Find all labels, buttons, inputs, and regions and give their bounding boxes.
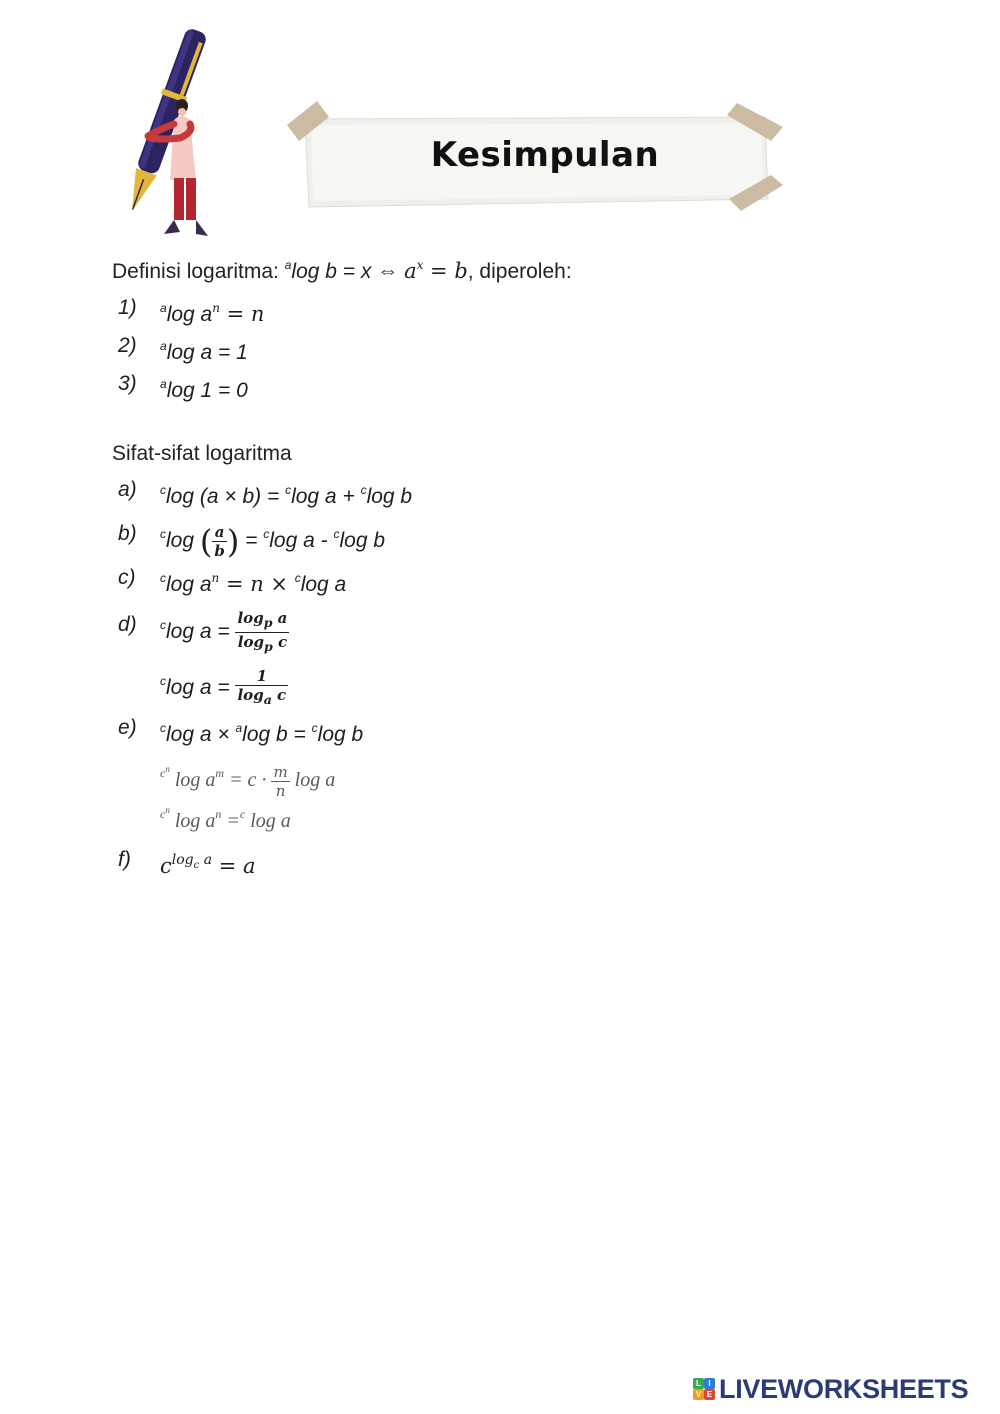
definition-base: a: [284, 258, 292, 272]
fraction: [212, 523, 227, 560]
item-exponent: m: [215, 766, 225, 780]
item-label: d): [118, 613, 137, 636]
item-tail: = n ×: [219, 572, 295, 596]
item-expression: log a: [169, 769, 216, 791]
log-base: c: [333, 527, 340, 541]
log-base: c: [294, 571, 301, 585]
item-expression: log b: [317, 723, 364, 746]
fraction-denominator-tail: c: [271, 686, 287, 705]
item-expression: log a =: [166, 620, 236, 643]
log-base: c: [160, 721, 166, 735]
pen-woman-illustration: [92, 20, 232, 250]
item-expression: log: [166, 529, 200, 552]
item-expression: log a: [169, 810, 216, 832]
item-tail: log a: [289, 769, 336, 791]
basic-item-3: [112, 365, 812, 403]
item-tail: log a: [245, 810, 291, 832]
subscript: p: [263, 614, 273, 630]
power-exponent: log: [171, 852, 194, 868]
basic-item-2: [112, 327, 812, 365]
log-base: a: [160, 377, 167, 391]
item-label: a): [118, 478, 137, 501]
item-label: 2): [118, 334, 137, 357]
log-base: a: [160, 339, 167, 353]
fraction: [235, 609, 289, 656]
property-e: [112, 709, 812, 747]
subscript: p: [263, 638, 273, 654]
property-d-alt: [112, 653, 812, 709]
item-exponent: n: [215, 807, 222, 821]
worksheet-content: [112, 248, 812, 879]
item-label: c): [118, 566, 136, 589]
item-expression: log a +: [291, 485, 361, 508]
fraction-denominator: log: [237, 686, 264, 705]
item-expression: log a: [166, 303, 213, 326]
item-expression: log a ×: [166, 723, 236, 746]
item-expression: log a = 1: [166, 341, 248, 364]
definition-prefix: Definisi logaritma:: [112, 260, 285, 283]
brand-name: LIVEWORKSHEETS: [719, 1373, 969, 1404]
basic-item-1: [112, 289, 812, 327]
property-d: [112, 597, 812, 653]
log-base: c: [160, 527, 166, 541]
property-c: [112, 559, 812, 597]
fraction-numerator: a: [212, 523, 227, 542]
item-mid: = c ·: [224, 769, 272, 791]
log-base: c: [160, 766, 166, 780]
definition-rhs: a: [404, 259, 417, 283]
log-base: c: [160, 618, 166, 632]
liveworksheets-logo: [693, 1373, 968, 1405]
power-base: c: [160, 854, 172, 878]
definition-rhs-tail: = b: [423, 259, 468, 283]
base-exponent: n: [165, 764, 170, 774]
log-base: c: [160, 571, 166, 585]
item-expression: log 1 = 0: [166, 379, 248, 402]
item-expression: log a: [166, 573, 212, 596]
item-expression: log a -: [269, 529, 334, 552]
item-label: 1): [118, 296, 137, 319]
log-base: c: [160, 807, 166, 821]
item-exponent: n: [212, 301, 220, 315]
subscript: a: [263, 692, 272, 708]
log-base: c: [239, 807, 246, 821]
liveworksheets-logo-icon: L I V E: [693, 1378, 715, 1400]
definition-lhs: log b = x ⇔: [291, 260, 405, 283]
item-label: f): [118, 848, 131, 871]
base-exponent: n: [165, 805, 170, 815]
fraction-numerator: 1: [235, 667, 288, 686]
log-base: c: [285, 483, 292, 497]
fraction: [235, 667, 288, 709]
item-tail: = a: [212, 854, 256, 878]
item-label: 3): [118, 372, 137, 395]
fraction-numerator-tail: a: [272, 608, 288, 627]
log-base: c: [360, 483, 367, 497]
fraction-numerator: log: [237, 608, 264, 627]
power-exponent-tail: a: [199, 852, 213, 868]
fraction-denominator: b: [214, 541, 225, 560]
page-title: Kesimpulan: [430, 135, 660, 175]
item-expression: log b: [366, 485, 413, 508]
item-label: e): [118, 716, 137, 739]
title-banner: [285, 95, 790, 220]
log-base: c: [263, 527, 270, 541]
equals: =: [239, 529, 264, 552]
item-label: b): [118, 522, 137, 545]
property-e-2: [112, 747, 812, 800]
fraction-denominator: log: [237, 632, 264, 651]
property-e-3: [112, 791, 812, 832]
item-mid: =: [221, 810, 240, 832]
properties-heading: Sifat-sifat logaritma: [112, 442, 292, 465]
item-expression: log (a × b) =: [166, 485, 286, 508]
item-tail: log a: [300, 573, 347, 596]
item-exponent: n: [211, 571, 220, 585]
fraction-numerator: m: [273, 762, 288, 781]
log-base: a: [160, 301, 167, 315]
log-base: c: [160, 483, 166, 497]
definition-line: [112, 248, 812, 289]
item-tail: = n: [219, 302, 265, 326]
item-expression: log b: [339, 529, 386, 552]
item-expression: log a =: [166, 676, 236, 699]
definition-exponent: x: [416, 258, 424, 272]
property-b: b) $^c$log ( $\frac{a}{b}$ ) = $^c$log a - $^c$log b: [112, 509, 812, 559]
fraction-denominator-tail: c: [272, 632, 288, 651]
subscript: c: [193, 859, 200, 871]
fraction-denominator: n: [275, 781, 286, 800]
property-f: [112, 841, 812, 879]
item-expression: log b =: [242, 723, 312, 746]
log-base: a: [235, 721, 243, 735]
log-base: c: [160, 674, 166, 688]
property-a: [112, 471, 812, 509]
definition-suffix: , diperoleh:: [467, 260, 572, 283]
log-base: c: [311, 721, 318, 735]
